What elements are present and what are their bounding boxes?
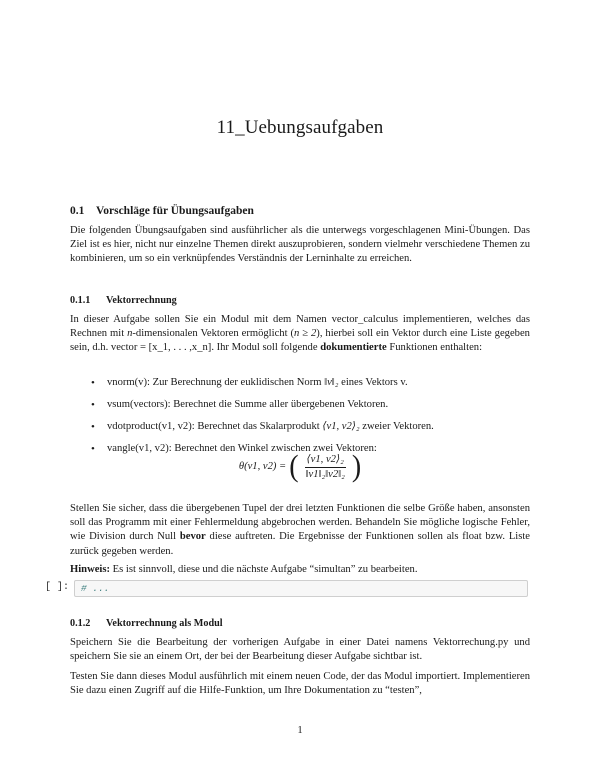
list-item-text: vangle(v1, v2): Berechnet den Winkel zwischen zwei Vektoren: [107,443,377,454]
subsection-title: Vektorrechnung [106,295,177,306]
list-item [70,376,530,398]
bold-keyword: dokumentierte [320,342,387,354]
math-condition: n ≥ 2 [294,328,317,340]
list-item-text: vsum(vectors): Berechnet die Summe aller übergebenen Vektoren. [107,399,389,410]
list-item-text: vdotproduct(v1, v2): Berechnet das Skalarprodukt [107,421,323,432]
list-item-text: zweier Vektoren. [359,421,434,432]
vektorrechnung-task-paragraph [70,313,530,356]
section-heading-0-1 [70,204,530,218]
subsection-number: 0.1.2 [70,618,91,629]
text-run: In dieser Aufgabe sollen Sie ein Modul mit dem Namen vector_calculus implementieren, welches das Rechnen mit [70,314,530,340]
section-intro-paragraph: Die folgenden Übungsaufgaben sind ausführlicher als die unterwegs vorgeschlagenen Mini-Übungen. Das Ziel ist es hier, nicht nur einzelne Themen direkt auszuprobieren, sondern vielmehr verschiedene Themen zu kombinieren, um so ein verknüpfendes Verständnis der Lerninhalte zu erreichen. [70,225,530,265]
code-cell-text: # ... [81,583,110,594]
subsection-heading-0-1-2 [70,617,530,631]
text-run: ), hierbei soll ein Vektor durch eine Liste gegeben sein, d.h. vector = [x_1, . . . ,x_n]. Ihr Modul soll folgende [70,328,530,354]
module-save-paragraph: Speichern Sie die Bearbeitung der vorherigen Aufgabe in einer Datei namens Vektorrechung.py und speichern Sie sie an einem Ort, der bei der Bearbeitung dieser Aufgabe sichtbar ist. [70,637,530,663]
subsection-title: Vektorrechnung als Modul [106,618,223,629]
page-number: 1 [297,725,303,736]
section-number: 0.1 [70,205,85,217]
list-item-math: ⟨v1, v2⟩₂ [322,421,360,432]
list-item-math: ‖v‖₂ [324,377,339,388]
code-cell-input[interactable] [74,580,528,597]
function-list [70,376,530,464]
bullet-icon: • [91,421,95,433]
hint-label: Hinweis: [70,564,111,575]
formula-denominator: ‖v1‖₂‖v2‖₂ [305,468,345,480]
text-run: Funktionen enthalten: [386,342,483,354]
bullet-icon: • [91,399,95,411]
text-run: diese auftreten. Die Ergebnisse der Funktionen sollen als float bzw. Liste zurück gegeben werden. [70,531,531,557]
bullet-icon: • [91,377,95,389]
text-run: Stellen Sie sicher, dass die übergebenen Tupel der drei letzten Funktionen die selbe Größe haben, ansonsten soll das Programm mit einer Fehlermeldung abgebrochen werden. Behandeln Sie mögliche logische Fehler, wie Division durch Null [70,503,530,543]
angle-formula [70,449,530,489]
subsection-heading-0-1-1 [70,294,530,308]
list-item [70,420,530,442]
document-title: 11_Uebungsaufgaben [216,117,384,138]
subsection-number: 0.1.1 [70,295,91,306]
list-item-text: vnorm(v): Zur Berechnung der euklidischen Norm [107,377,325,388]
list-item-text: eines Vektors v. [338,377,408,388]
formula-fraction [304,454,347,481]
module-test-paragraph: Testen Sie dann dieses Modul ausführlich mit einem neuen Code, der das Modul importiert. Implementieren Sie dazu einen Zugriff auf die Hilfe-Funktion, um Ihre Dokumentation zu “testen”, [70,671,530,697]
list-item [70,398,530,420]
hint-text: Es ist sinnvoll, diese und die nächste Aufgabe “simultan” zu bearbeiten. [110,564,418,575]
formula-lhs: θ(v1, v2) = [238,460,287,472]
code-cell [45,580,530,598]
hint-paragraph [70,563,530,577]
requirements-paragraph [70,502,530,559]
section-title: Vorschläge für Übungsaufgaben [96,205,254,217]
bullet-icon: • [91,443,95,455]
bold-keyword: bevor [179,531,206,543]
left-paren-icon: ( [289,449,299,484]
formula-numerator: ⟨v1, v2⟩₂ [305,454,346,468]
text-run: -dimensionalen Vektoren ermöglicht ( [132,328,294,340]
cell-prompt: [ ]: [45,582,70,593]
math-n: n [127,328,133,340]
right-paren-icon: ) [351,449,362,484]
